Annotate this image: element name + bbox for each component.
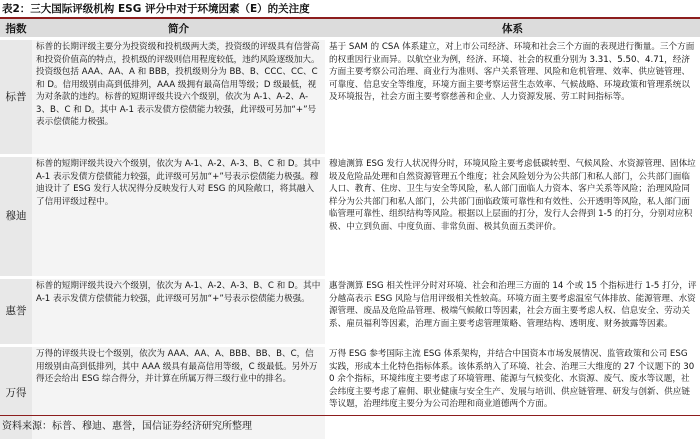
source-note: 资料来源：标普、穆迪、惠誉，国信证券经济研究所整理 <box>2 421 252 432</box>
header-row <box>0 19 700 39</box>
row-index: 万得 <box>0 346 32 439</box>
esg-rating-table <box>0 19 700 439</box>
table-row <box>0 39 700 156</box>
row-intro: 标普的长期评级主要分为投资级和投机级两大类，投资级的评级具有信誉高和投资价值高的特点，投机级的评级则信用程度较低，违约风险逐级加大。投资级包括 AAA、AA、A 和 BBB，投机级则分为 BB、B、CCC、CC、C 和 D。信用级别由高到低排列，AAA 级拥有最高信用等级；D 级最低，视为对条款的违约。标普的短期评级共设六个级别，依次为 A-1、A-2、A-3、B、C 和 D。其中 A-1 表示发债方偿债能力较强，此评级可另加“+”号表示偿债能力极强。 <box>32 39 325 156</box>
header-index: 指数 <box>0 19 32 39</box>
row-intro: 标普的短期评级共设六个级别，依次为 A-1、A-2、A-3、B、C 和 D。其中 A-1 表示发债方偿债能力较强，此评级可另加“+”号表示偿债能力极强。 <box>32 278 325 346</box>
row-index: 标普 <box>0 39 32 156</box>
table-title: 表2：三大国际评级机构 ESG 评分中对于环境因素（E）的关注度 <box>2 3 310 15</box>
header-system: 体系 <box>325 19 700 39</box>
row-index: 穆迪 <box>0 156 32 278</box>
table-row <box>0 278 700 346</box>
row-index: 惠誉 <box>0 278 32 346</box>
table-row <box>0 156 700 278</box>
row-intro: 万得的评级共设七个级别，依次为 AAA、AA、A、BBB、BB、B、C，信用级别由高到低排列，其中 AAA 级具有最高信用等级，C 级最低。另外万得还会给出 ESG 综合得分，并计算在所属万得三级行业中的排名。 <box>32 346 325 439</box>
row-system: 惠誉测算 ESG 相关性评分时对环境、社会和治理三方面的 14 个或 15 个指标进行 1-5 打分，评分越高表示 ESG 风险与信用评级相关性较高。环境方面主要考虑温室气体排放、能源管理、水资源管理、废品及危险品管理、极端气候敞口等因素，社会方面主要考虑人权、信息安全、劳动关系、雇员福利等因素，治理方面主要考虑管理策略、管理结构、透明度、财务披露等因素。 <box>325 278 700 346</box>
header-intro: 简介 <box>32 19 325 39</box>
source-divider <box>0 415 700 416</box>
row-system: 穆迪测算 ESG 发行人状况得分时，环境风险主要考虑低碳转型、气候风险、水资源管理、固体垃圾及危险品处理和自然资源管理五个维度；社会风险划分为公共部门和私人部门，公共部门面临人口、教育、住房、卫生与安全等风险，私人部门面临人力资本、客户关系等风险；治理风险同样分为公共部门和私人部门，公共部门面临政策可靠性和有效性、公开透明等风险，私人部门面临管理可靠性、组织结构等风险。根据以上层面的打分，发行人会得到 1-5 的打分，分别对应积极、中立到负面、中度负面、非常负面、极其负面五类评价。 <box>325 156 700 278</box>
row-intro: 标普的短期评级共设六个级别，依次为 A-1、A-2、A-3、B、C 和 D。其中 A-1 表示发债方偿债能力较强，此评级可另加“+”号表示偿债能力极强。穆迪设计了 ESG 发行人状况得分反映发行人对 ESG 的风险敞口，将其融入了信用评级过程中。 <box>32 156 325 278</box>
row-system: 万得 ESG 参考国际主流 ESG 体系架构，并结合中国资本市场发展情况、监管政策和公司 ESG 实践，形成本土化特色指标体系。该体系纳入了环境、社会、治理三大维度的 27 个议题下的 300 余个指标，环境纬度主要考虑了环境管理、能源与气候变化、水资源、废气、废水等议题，社会纬度主要考虑了雇佣、职业健康与安全生产、发展与培训、供应链管理、研发与创新、供应链等议题，治理纬度主要分为公司治理和商业道德两个方面。 <box>325 346 700 439</box>
row-system: 基于 SAM 的 CSA 体系建立，对上市公司经济、环境和社会三个方面的表现进行衡量。三个方面的权重因行业而异。以航空业为例，经济、环境、社会的权重分别为 3.31、5.50、4.71，经济方面主要考察公司治理、商业行为准则、客户关系管理、风险和危机管理、效率、供应链管理、可靠度、信息安全等维度，环境方面主要考察运营生态效率、气候战略、环境政策和管理系统以及环境报告，社会方面主要考察慈善和企业、人力资源发展、劳工时间指标等。 <box>325 39 700 156</box>
